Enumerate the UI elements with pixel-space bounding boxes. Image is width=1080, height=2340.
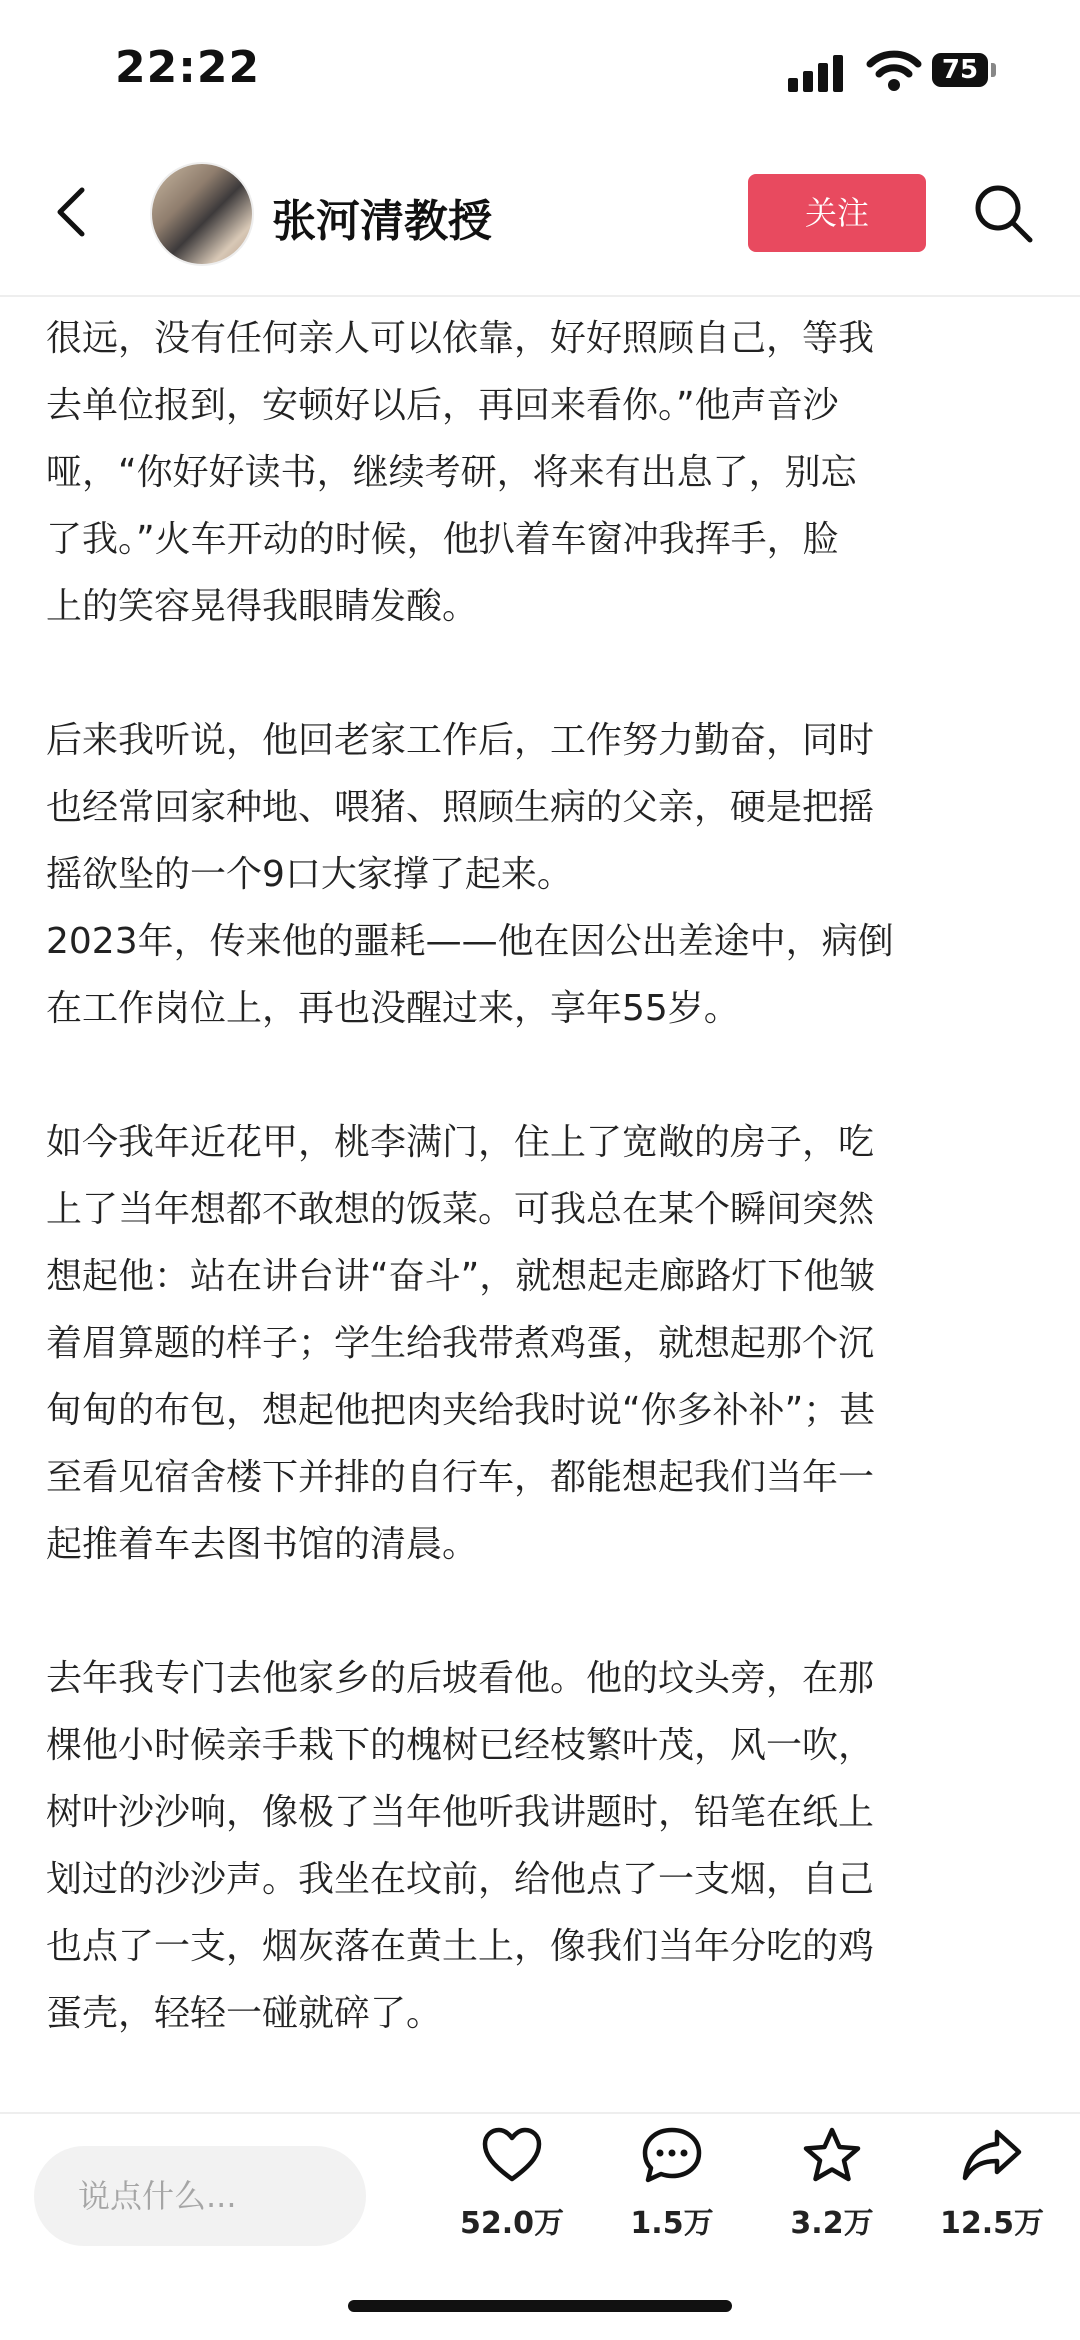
- status-time: 22:22: [115, 42, 261, 93]
- battery-icon: 75: [932, 53, 988, 87]
- comment-count: 1.5万: [630, 2206, 714, 2241]
- comment-input[interactable]: [34, 2146, 366, 2246]
- header: [0, 150, 1080, 297]
- star-icon: [801, 2126, 863, 2184]
- favorite-button[interactable]: [772, 2126, 892, 2242]
- like-button[interactable]: [452, 2126, 572, 2242]
- share-count: 12.5万: [939, 2206, 1045, 2241]
- author-name[interactable]: 张河清教授: [272, 196, 492, 247]
- wifi-icon: [866, 48, 922, 92]
- article-paragraph: 去年我专门去他家乡的后坡看他。他的坟头旁，在那 棵他小时候亲手栽下的槐树已经枝繁叶茂，风一吹， 树叶沙沙响，像极了当年他听我讲题时，铅笔在纸上 划过的沙沙声。我坐在坟前，给他点了一支烟，自己 也点了一支，烟灰落在黄土上，像我们当年分吃的鸡 蛋壳，轻轻一碰就碎了。: [46, 1658, 875, 2034]
- share-button[interactable]: [932, 2126, 1052, 2242]
- article-paragraph: 如今我年近花甲，桃李满门，住上了宽敞的房子，吃 上了当年想都不敢想的饭菜。可我总在某个瞬间突然 想起他：站在讲台讲“奋斗”，就想起走廊路灯下他皱 着眉算题的样子；学生给我带煮鸡蛋，就想起那个沉 甸甸的布包，想起他把肉夹给我时说“你多补补”；甚 至看见宿舍楼下并排的自行车，都能想起我们当年一 起推着车去图书馆的清晨。: [46, 1122, 876, 1565]
- search-icon[interactable]: [970, 180, 1036, 246]
- favorite-count: 3.2万: [790, 2206, 874, 2241]
- like-count: 52.0万: [459, 2206, 565, 2241]
- home-indicator[interactable]: [348, 2300, 732, 2312]
- chevron-left-icon[interactable]: [44, 182, 104, 242]
- comment-icon: [641, 2126, 703, 2184]
- article-body: [46, 305, 1036, 2047]
- avatar[interactable]: [150, 162, 254, 266]
- status-bar: [0, 0, 1080, 150]
- signal-icon: [788, 52, 848, 92]
- comment-button[interactable]: [612, 2126, 732, 2242]
- article-paragraph: 后来我听说，他回老家工作后，工作努力勤奋，同时 也经常回家种地、喂猪、照顾生病的父亲，硬是把摇 摇欲坠的一个9口大家撑了起来。 2023年，传来他的噩耗——他在因公出差途中，病倒 在工作岗位上，再也没醒过来，享年55岁。: [46, 720, 894, 1029]
- share-icon: [961, 2126, 1023, 2184]
- battery-tip: [991, 63, 996, 77]
- heart-icon: [481, 2126, 543, 2184]
- follow-button[interactable]: 关注: [748, 174, 926, 252]
- article-paragraph: 很远，没有任何亲人可以依靠，好好照顾自己，等我 去单位报到，安顿好以后，再回来看你。”他声音沙 哑，“你好好读书，继续考研，将来有出息了，别忘 了我。”火车开动的时候，他扒着车窗冲我挥手，脸 上的笑容晃得我眼睛发酸。: [46, 318, 875, 627]
